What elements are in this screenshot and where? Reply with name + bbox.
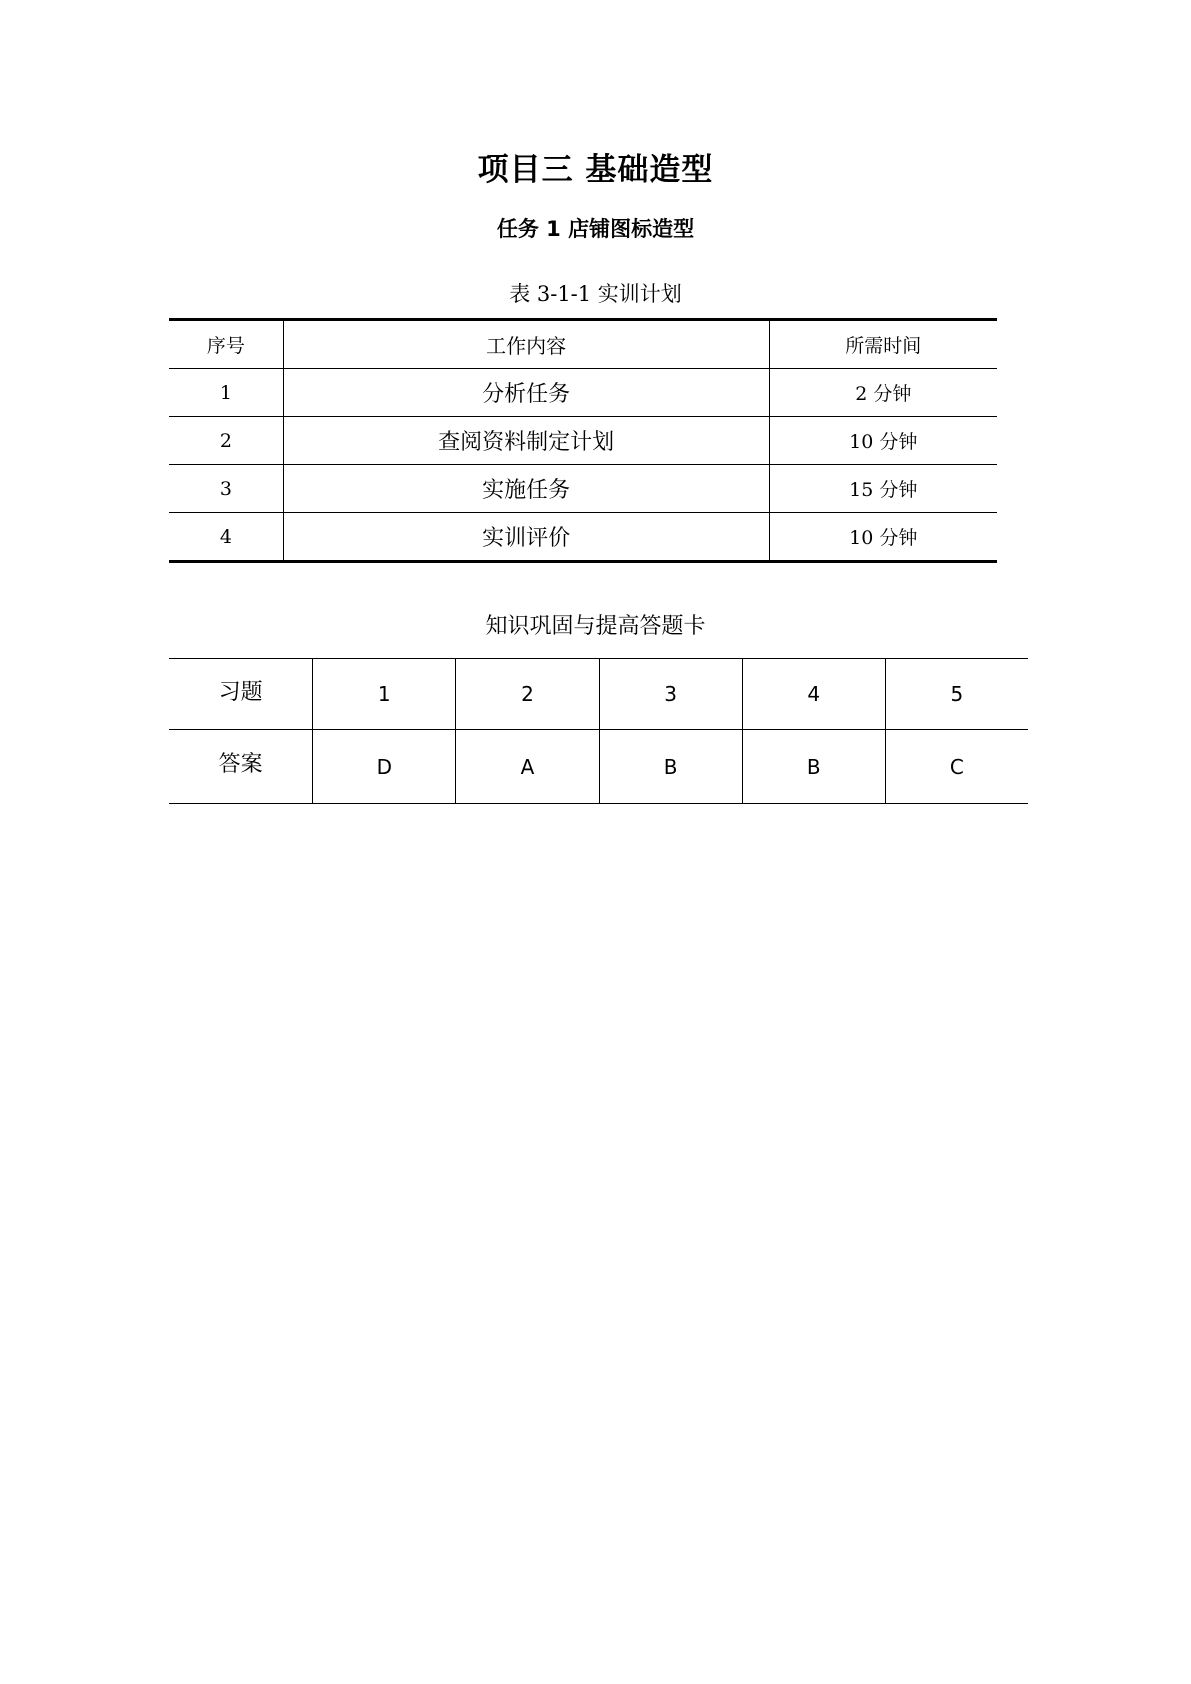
answer-row <box>169 730 1028 804</box>
training-plan-table <box>169 318 997 563</box>
answer-card-table <box>169 658 1028 804</box>
header-cell-number: 序号 <box>169 320 283 369</box>
cell-time: 10 分钟 <box>769 417 997 465</box>
table-row <box>169 369 997 417</box>
cell-content: 实训评价 <box>283 513 769 562</box>
header-cell-content: 工作内容 <box>283 320 769 369</box>
answer-cell: B <box>742 730 885 804</box>
task-subtitle: 任务 1 店铺图标造型 <box>496 217 695 241</box>
answer-cell: A <box>456 730 599 804</box>
cell-number: 2 <box>169 417 283 465</box>
question-row <box>169 659 1028 730</box>
cell-number: 4 <box>169 513 283 562</box>
table-row <box>169 465 997 513</box>
question-number-cell: 2 <box>456 659 599 730</box>
answer-cell: B <box>599 730 742 804</box>
cell-time: 15 分钟 <box>769 465 997 513</box>
table-row <box>169 513 997 562</box>
question-number-cell: 5 <box>885 659 1028 730</box>
cell-time: 2 分钟 <box>769 369 997 417</box>
answer-cell: D <box>313 730 456 804</box>
answer-row-label: 答案 <box>169 730 313 804</box>
cell-number: 3 <box>169 465 283 513</box>
table-header-row <box>169 320 997 369</box>
question-number-cell: 3 <box>599 659 742 730</box>
cell-content: 分析任务 <box>283 369 769 417</box>
cell-time: 10 分钟 <box>769 513 997 562</box>
answer-cell: C <box>885 730 1028 804</box>
question-number-cell: 4 <box>742 659 885 730</box>
cell-content: 查阅资料制定计划 <box>283 417 769 465</box>
answer-card-title: 知识巩固与提高答题卡 <box>485 614 706 639</box>
question-number-cell: 1 <box>313 659 456 730</box>
table-row <box>169 417 997 465</box>
cell-number: 1 <box>169 369 283 417</box>
cell-content: 实施任务 <box>283 465 769 513</box>
page-title: 项目三 基础造型 <box>477 152 714 188</box>
question-row-label: 习题 <box>169 659 313 730</box>
header-cell-time: 所需时间 <box>769 320 997 369</box>
plan-table-caption: 表 3-1-1 实训计划 <box>509 282 682 306</box>
